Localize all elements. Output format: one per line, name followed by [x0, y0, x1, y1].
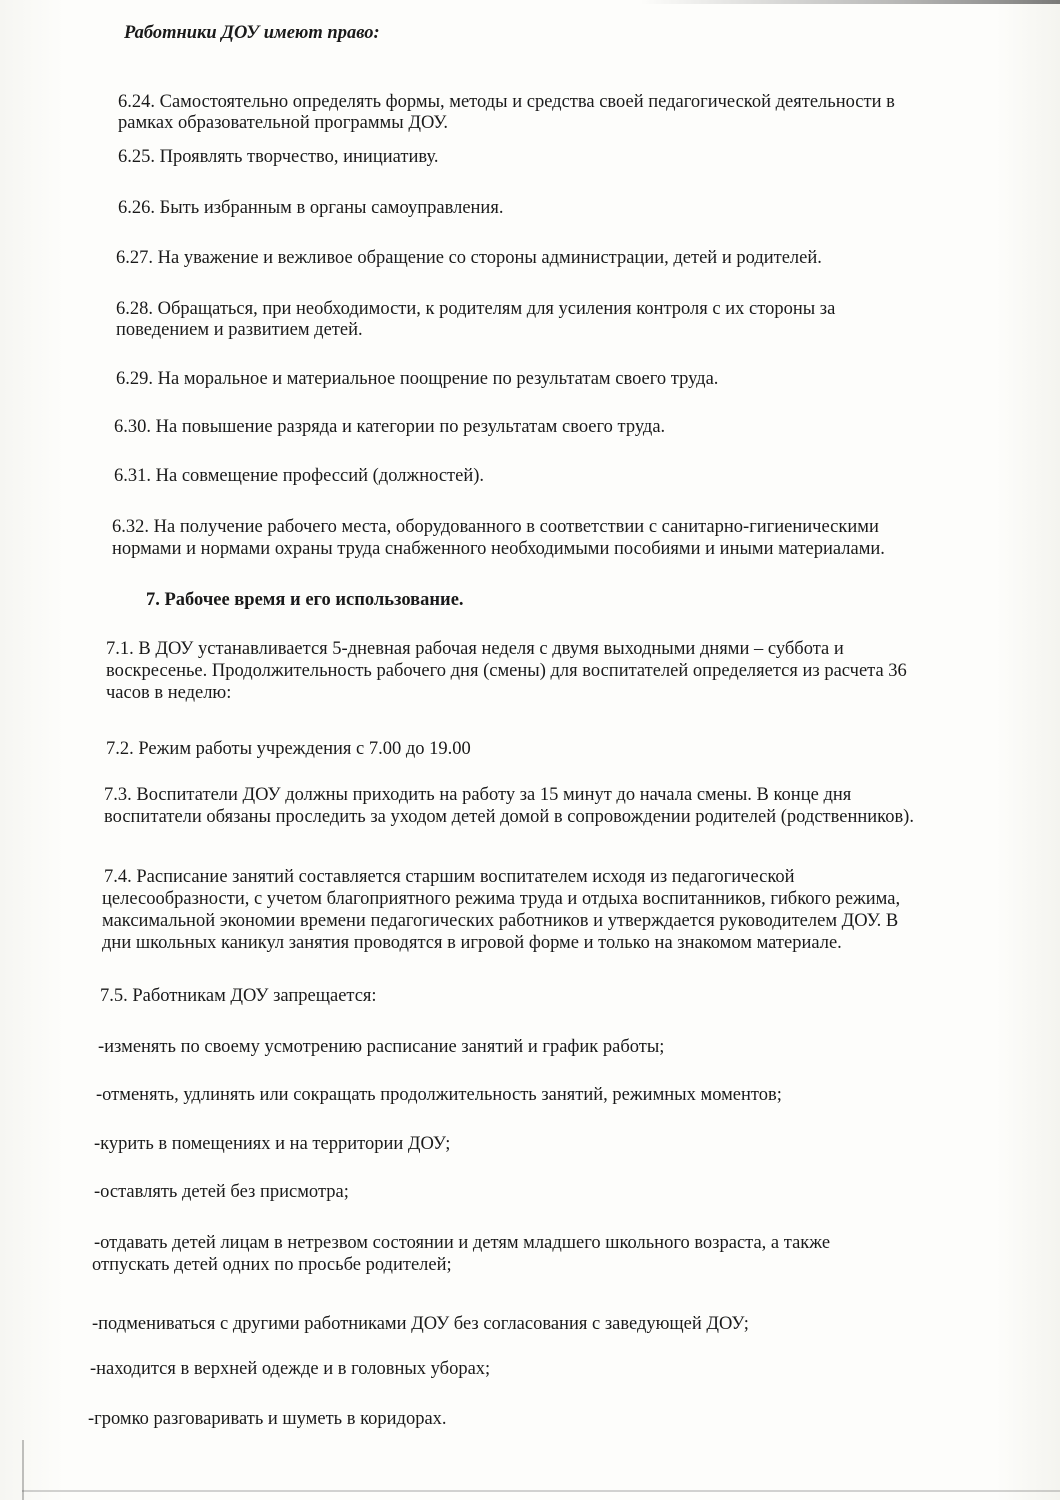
item-6-26: 6.26. Быть избранным в органы самоуправления.: [118, 198, 504, 218]
scan-edge-bottom: [22, 1490, 1060, 1492]
item-6-27: 6.27. На уважение и вежливое обращение со стороны администрации, детей и родителей.: [116, 248, 822, 268]
item-6-25: 6.25. Проявлять творчество, инициативу.: [118, 147, 439, 167]
para-7-4-line-2: целесообразности, с учетом благоприятного режима труда и отдыха воспитанников, гибкого режима,: [102, 889, 901, 909]
prohibition-item: -оставлять детей без присмотра;: [94, 1182, 349, 1202]
prohibition-item: -подмениваться с другими работниками ДОУ без согласования с заведующей ДОУ;: [92, 1314, 749, 1334]
para-7-1-line-1: 7.1. В ДОУ устанавливается 5-дневная рабочая неделя с двумя выходными днями – суббота и: [106, 639, 844, 659]
item-6-29: 6.29. На моральное и материальное поощрение по результатам своего труда.: [116, 369, 719, 389]
scan-edge-top: [640, 0, 1060, 4]
para-7-5: 7.5. Работникам ДОУ запрещается:: [100, 986, 377, 1006]
item-6-30: 6.30. На повышение разряда и категории по результатам своего труда.: [114, 417, 666, 437]
prohibition-item-line-2: отпускать детей одних по просьбе родителей;: [92, 1255, 452, 1275]
item-6-32-line-1: 6.32. На получение рабочего места, оборудованного в соответствии с санитарно-гигиеническими: [112, 517, 879, 537]
prohibition-item: -громко разговаривать и шуметь в коридорах.: [88, 1409, 447, 1429]
para-7-3-line-1: 7.3. Воспитатели ДОУ должны приходить на работу за 15 минут до начала смены. В конце дня: [104, 785, 852, 805]
para-7-2: 7.2. Режим работы учреждения с 7.00 до 19.00: [106, 739, 471, 759]
item-6-31: 6.31. На совмещение профессий (должностей).: [114, 466, 485, 486]
para-7-4-line-1: 7.4. Расписание занятий составляется старшим воспитателем исходя из педагогической: [104, 867, 795, 887]
item-6-28-line-2: поведением и развитием детей.: [116, 320, 363, 340]
prohibition-item: -курить в помещениях и на территории ДОУ;: [94, 1134, 451, 1154]
para-7-1-line-2: воскресенье. Продолжительность рабочего дня (смены) для воспитателей определяется из расчета 36: [106, 661, 907, 681]
para-7-4-line-4: дни школьных каникул занятия проводятся в игровой форме и только на знакомом материале.: [102, 933, 842, 953]
prohibition-item: -находится в верхней одежде и в головных уборах;: [90, 1359, 491, 1379]
item-6-24-line-1: 6.24. Самостоятельно определять формы, методы и средства своей педагогической деятельности в: [118, 92, 895, 112]
para-7-3-line-2: воспитатели обязаны проследить за уходом детей домой в сопровождении родителей (родственников).: [104, 807, 914, 827]
para-7-1-line-3: часов в неделю:: [106, 683, 232, 703]
prohibition-item: -изменять по своему усмотрению расписание занятий и график работы;: [98, 1037, 665, 1057]
rights-heading: Работники ДОУ имеют право:: [124, 23, 380, 43]
item-6-28-line-1: 6.28. Обращаться, при необходимости, к родителям для усиления контроля с их стороны за: [116, 299, 836, 319]
prohibition-item-line-1: -отдавать детей лицам в нетрезвом состоянии и детям младшего школьного возраста, а также: [94, 1233, 831, 1253]
para-7-4-line-3: максимальной экономии времени педагогических работников и утверждается руководителем ДОУ. В: [102, 911, 899, 931]
item-6-24-line-2: рамках образовательной программы ДОУ.: [118, 113, 448, 133]
prohibition-item: -отменять, удлинять или сокращать продолжительность занятий, режимных моментов;: [96, 1085, 782, 1105]
section-7-title: 7. Рабочее время и его использование.: [146, 590, 464, 610]
item-6-32-line-2: нормами и нормами охраны труда снабженного необходимыми пособиями и иными материалами.: [112, 539, 885, 559]
